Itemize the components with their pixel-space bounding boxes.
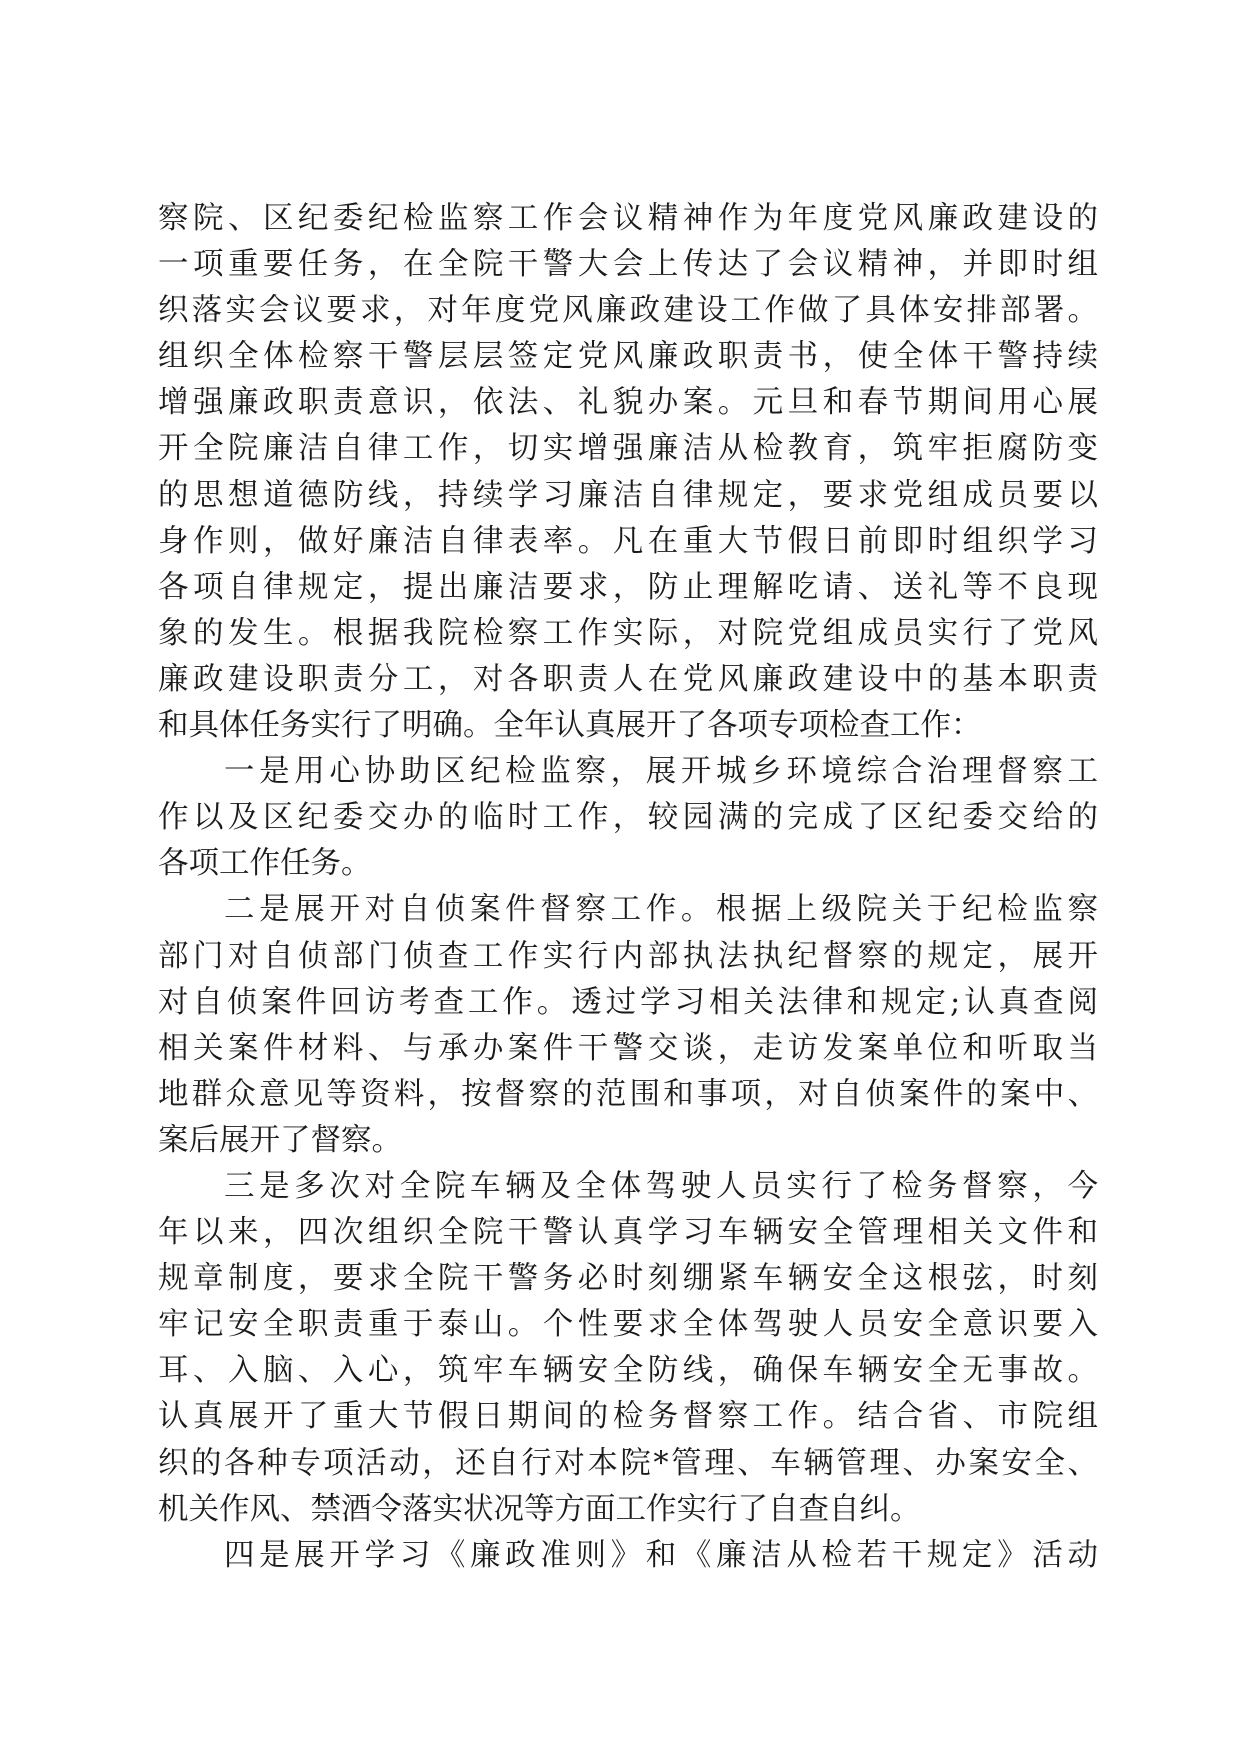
text-line: 廉政建设职责分工，对各职责人在党风廉政建设中的基本职责	[158, 661, 1098, 697]
text-line: 部门对自侦部门侦查工作实行内部执法执纪督察的规定，展开	[158, 938, 1098, 974]
text-line: 三是多次对全院车辆及全体驾驶人员实行了检务督察，今	[224, 1168, 1098, 1204]
text-line: 对自侦案件回访考查工作。透过学习相关法律和规定;认真查阅	[158, 984, 1098, 1020]
text-line: 年以来，四次组织全院干警认真学习车辆安全管理相关文件和	[158, 1215, 1098, 1251]
text-line: 相关案件材料、与承办案件干警交谈，走访发案单位和听取当	[158, 1030, 1098, 1066]
text-line: 象的发生。根据我院检察工作实际，对院党组成员实行了党风	[158, 615, 1098, 651]
text-line: 规章制度，要求全院干警务必时刻绷紧车辆安全这根弦，时刻	[158, 1261, 1098, 1297]
text-line: 作以及区纪委交办的临时工作，较园满的完成了区纪委交给的	[158, 800, 1098, 836]
text-line: 耳、入脑、入心，筑牢车辆安全防线，确保车辆安全无事故。	[158, 1353, 1098, 1389]
text-line: 牢记安全职责重于泰山。个性要求全体驾驶人员安全意识要入	[158, 1307, 1098, 1343]
text-line: 察院、区纪委纪检监察工作会议精神作为年度党风廉政建设的	[158, 201, 1098, 236]
text-line: 机关作风、禁酒令落实状况等方面工作实行了自查自纠。	[158, 1491, 921, 1527]
text-line: 四是展开学习《廉政准则》和《廉洁从检若干规定》活动	[224, 1537, 1098, 1573]
text-line: 的思想道德防线，持续学习廉洁自律规定，要求党组成员要以	[158, 477, 1098, 513]
text-line: 各项工作任务。	[158, 846, 372, 882]
text-line: 一是用心协助区纪检监察，展开城乡环境综合治理督察工	[224, 754, 1098, 790]
text-line: 地群众意见等资料，按督察的范围和事项，对自侦案件的案中、	[158, 1076, 1098, 1112]
text-line: 开全院廉洁自律工作，切实增强廉洁从检教育，筑牢拒腐防变	[158, 431, 1098, 467]
text-line: 和具体任务实行了明确。全年认真展开了各项专项检查工作：	[158, 708, 982, 744]
body-text	[158, 196, 1098, 1579]
text-line: 增强廉政职责意识，依法、礼貌办案。元旦和春节期间用心展	[158, 385, 1098, 421]
text-line: 认真展开了重大节假日期间的检务督察工作。结合省、市院组	[158, 1399, 1098, 1435]
text-line: 各项自律规定，提出廉洁要求，防止理解吃请、送礼等不良现	[158, 569, 1098, 605]
text-line: 织的各种专项活动，还自行对本院*管理、车辆管理、办案安全、	[158, 1445, 1098, 1481]
text-line: 身作则，做好廉洁自律表率。凡在重大节假日前即时组织学习	[158, 523, 1098, 559]
text-line: 一项重要任务，在全院干警大会上传达了会议精神，并即时组	[158, 247, 1098, 283]
text-line: 案后展开了督察。	[158, 1122, 402, 1158]
text-line: 织落实会议要求，对年度党风廉政建设工作做了具体安排部署。	[158, 293, 1098, 329]
text-line: 组织全体检察干警层层签定党风廉政职责书，使全体干警持续	[158, 339, 1098, 375]
text-line: 二是展开对自侦案件督察工作。根据上级院关于纪检监察	[224, 892, 1098, 928]
